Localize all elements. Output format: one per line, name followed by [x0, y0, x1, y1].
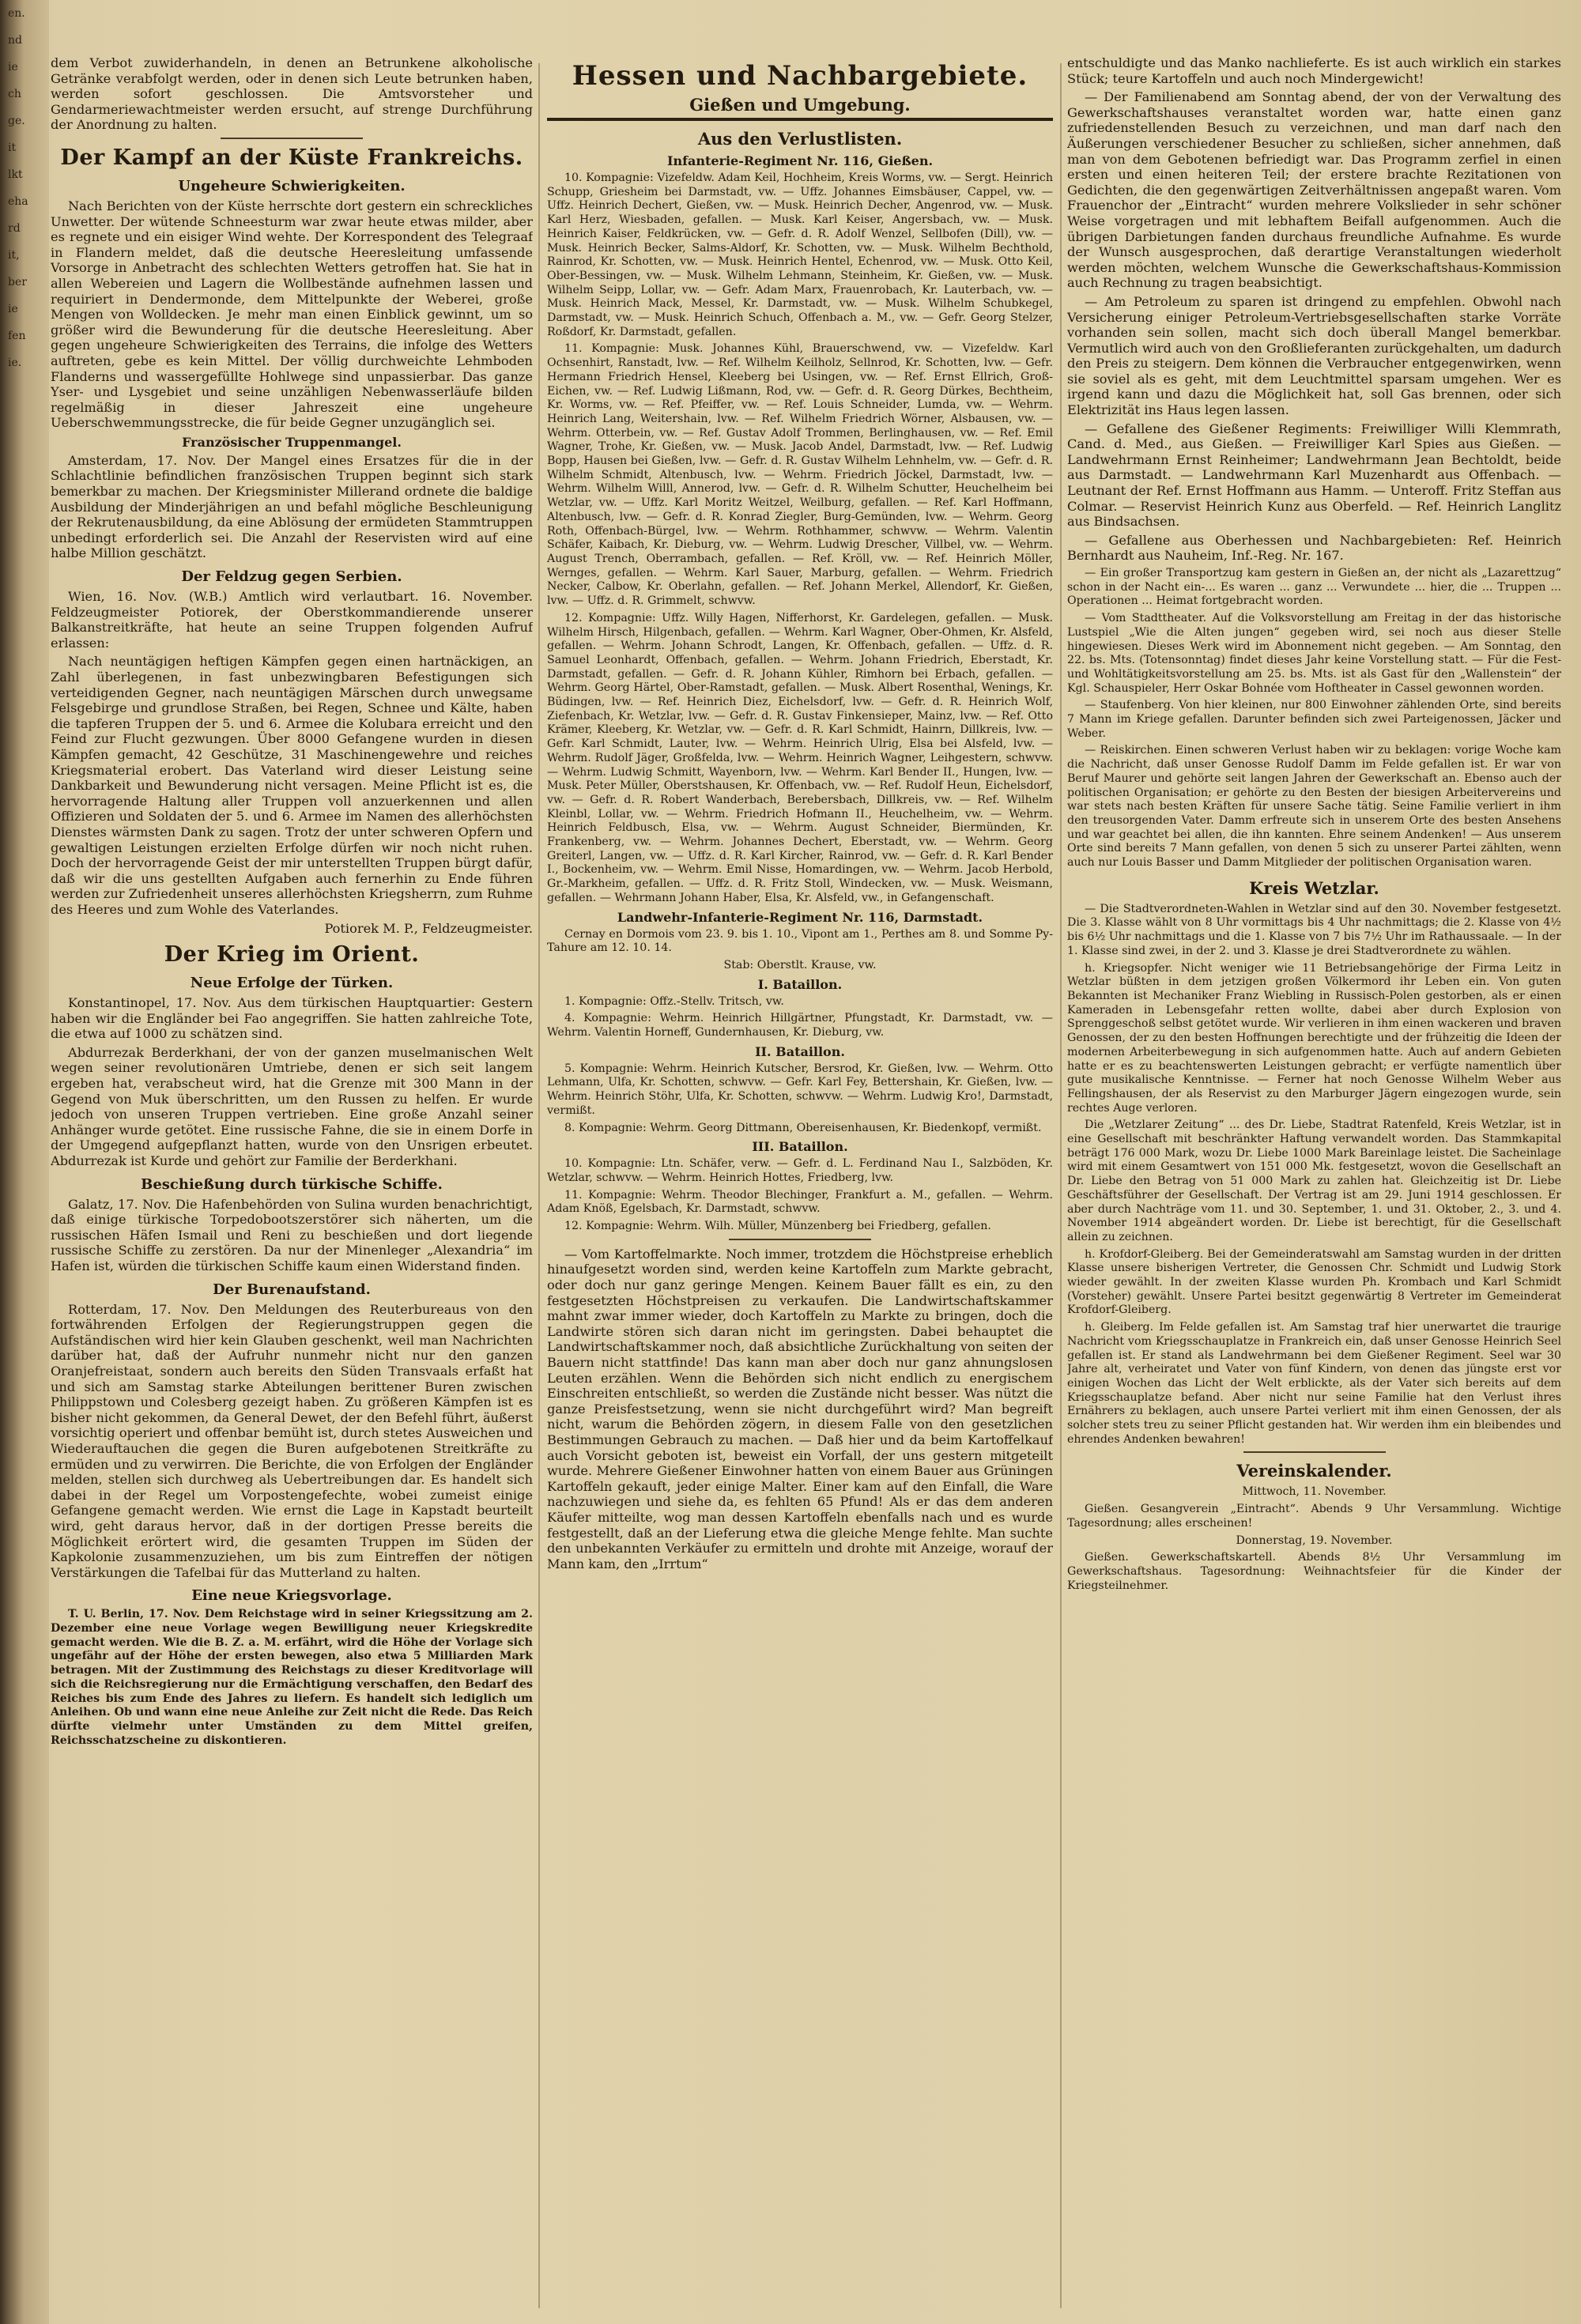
article-paragraph: — Gefallene aus Oberhessen und Nachbargebieten: Ref. Heinrich Bernhardt aus Nauheim, Inf.-Reg. Nr. 167.: [1067, 532, 1561, 564]
calendar-date: Donnerstag, 19. November.: [1236, 1534, 1393, 1547]
gutter-fragment: lkt: [8, 168, 23, 181]
gutter-fragment: rd: [8, 222, 21, 235]
article-paragraph: Galatz, 17. Nov. Die Hafenbehörden von Sulina wurden benachrichtigt, daß einige türkische Torpedobootszerstörer sich näherten, um die russischen Häfen Ismail und Reni zu beschießen und dort liegende russische Schiffe zu zerstören. Da nur der Minenleger „Alexandria“ im Hafen ist, würden die türkischen Schiffe kaum einen Widerstand finden.: [51, 1196, 533, 1273]
headline-vereinskalender: Vereinskalender.: [1236, 1461, 1392, 1481]
article-paragraph: — Gefallene des Gießener Regiments: Freiwilliger Willi Klemmrath, Cand. d. Med., aus Gießen. — Freiwilliger Karl Spies aus Gießen. — Landwehrmann Ernst Reinheimer; Landwehrmann Jean Bechtoldt, beide aus Darmstadt. — Landwehrmann Karl Muzenhardt aus Offenbach. — Leutnant der Ref. Ernst Hoffmann aus Hamm. — Unteroff. Fritz Steffan aus Colmar. — Reservist Heinrich Kunz aus Oberfeld. — Ref. Heinrich Langlitz aus Bindsachsen.: [1067, 421, 1561, 530]
gutter-fragment: en.: [8, 7, 25, 20]
column-3: [1067, 55, 1561, 2316]
gutter-fragment: it,: [8, 249, 20, 262]
column-2: [547, 55, 1053, 2316]
article-paragraph: h. Kriegsopfer. Nicht weniger wie 11 Betriebsangehörige der Firma Leitz in Wetzlar büßten in dem jetzigen großen Völkermord ihr Leben ein. Von guten Bekannten ist Mechaniker Franz Wiebling in Russisch-Polen gestorben, als er einen Kameraden in Lebensgefahr retten wollte, dabei aber durch Explosion von Sprenggeschoß selbst getötet wurde. Wir verlieren in ihm einen wackeren und braven Genossen, der zu den besten Hoffnungen berechtigte und der frühzeitig die Ideen der modernen Arbeiterbewegung in sich aufgenommen hatte. Auch auf andern Gebieten hatte er es zu beachtenswerten Leistungen gebracht; er verfügte namentlich über gute musikalische Kenntnisse. — Ferner hat noch Genosse Wilhelm Weber aus Fellingshausen, der als Reservist zu den Marburger Jägern eingezogen wurde, sein rechtes Auge verloren.: [1067, 961, 1561, 1115]
battalion-heading: III. Bataillon.: [752, 1139, 848, 1155]
headline-kriegsvorlage: Eine neue Kriegsvorlage.: [191, 1587, 392, 1605]
column-1: [51, 55, 533, 2316]
regiment-heading: Infanterie-Regiment Nr. 116, Gießen.: [666, 153, 934, 168]
article-paragraph: — Staufenberg. Von hier kleinen, nur 800 Einwohner zählenden Orte, sind bereits 7 Mann im Kriege gefallen. Darunter befinden sich zwei Parteigenossen, Jäcker und Weber.: [1067, 699, 1561, 740]
article-paragraph: Konstantinopel, 17. Nov. Aus dem türkischen Hauptquartier: Gestern haben wir die Engländer bei Fao angegriffen. Sie hatten zahlreiche Tote, die etwa auf 1000 zu schätzen sind.: [51, 995, 533, 1042]
divider: [729, 1239, 871, 1240]
gutter-fragment: nd: [8, 34, 22, 47]
article-paragraph: — Der Familienabend am Sonntag abend, der von der Verwaltung des Gewerkschaftshauses veranstaltet worden war, hatte einen ganz zufriedenstellenden Besuch zu verzeichnen, und man darf nach den Äußerungen verschiedener Besucher zu schließen, sicher annehmen, daß man von dem Gebotenen befriedigt war. Das Programm zerfiel in einen ersten und einen heiteren Teil; der erstere brachte Rezitationen von Gedichten, die den gegenwärtigen Zeitverhältnissen angepaßt waren. Vom Frauenchor der „Eintracht“ wurden mehrere Volkslieder in sehr schöner Weise vorgetragen und mit lebhaftem Beifall aufgenommen. Auch die übrigen Darbietungen fanden durchaus freundliche Aufnahme. Es wurde der Wunsch ausgesprochen, daß derartige Veranstaltungen wiederholt werden möchten, welchem Wunsche die Gewerkschaftshaus-Kommission auch Rechnung zu tragen beabsichtigt.: [1067, 89, 1561, 291]
article-paragraph: Rotterdam, 17. Nov. Den Meldungen des Reuterbureaus von den fortwährenden Erfolgen der Regierungstruppen gegen die Aufständischen wird hier kein Glauben geschenkt, weil man Nachrichten darüber hat, daß der Aufruhr nunmehr nicht nur den ganzen Oranjefreistaat, sondern auch bereits den Süden Transvaals erfaßt hat und sich am Samstag starke Abteilungen berittener Buren zwischen Philippstown und Colesberg gezeigt haben. Zu größeren Kämpfen ist es bisher nicht gekommen, da General Dewet, der den Befehl führt, äußerst vorsichtig operiert und offenbar bemüht ist, durch stetes Ausweichen und Wiederauftauchen die gegen die Buren aufgebotenen Streitkräfte zu ermüden und zu verwirren. Die Berichte, die von Erfolgen der Engländer melden, stellen sich durchweg als Uebertreibungen dar. Es handelt sich dabei in der Regel um Vorpostengefechte, wobei zumeist einige Gefangene gemacht werden. Wie ernst die Lage in Kapstadt beurteilt wird, geht daraus hervor, daß in der dortigen Presse bereits die Möglichkeit erörtert wird, die gesamten Truppen im Süden der Kapkolonie zusammenzuziehen, um bis zum Eintreffen der nötigen Verstärkungen die Tafelbai für das Mutterland zu halten.: [51, 1301, 533, 1580]
article-paragraph: — Vom Kartoffelmarkte. Noch immer, trotzdem die Höchstpreise erheblich hinaufgesetzt worden sind, werden keine Kartoffeln zum Markte gebracht, oder doch nur ganz geringe Mengen. Keinem Bauer fällt es ein, zu den festgesetzten Höchstpreisen zu verkaufen. Die Landwirtschaftskammer mahnt zwar immer wieder, doch Kartoffeln zu Markte zu bringen, doch die Landwirte stören sich daran nicht im geringsten. Dabei behauptet die Landwirtschaftskammer noch, daß absichtliche Zurückhaltung von seiten der Bauern nicht stattfinde! Das kann man aber doch nur ganz ahnungslosen Leuten erzählen. Wenn die Behörden sich nicht endlich zu energischem Einschreiten entschließt, so werden die Zustände nicht besser. Was nützt die ganze Preisfestsetzung, wenn sie nicht durchgeführt wird? Man begreift nicht, warum die Behörden zögern, in diesem Falle von den gesetzlichen Bestimmungen Gebrauch zu machen. — Daß hier und da beim Kartoffelkauf auch Vorsicht geboten ist, beweist ein Vorfall, der uns gestern mitgeteilt wurde. Mehrere Gießener Einwohner hatten von einem Bauer aus Grüningen Kartoffeln gekauft, jeder einige Malter. Einer kam auf den Einfall, die Ware nachzuwiegen und siehe da, es fehlten 65 Pfund! Als er das dem anderen Käufer mitteilte, wog man dessen Kartoffeln ebenfalls nach und es wurde festgestellt, daß an der Lieferung etwa die gleiche Menge fehlte. Man suchte den unbekannten Verkäufer zu ermitteln und drohte mit Anzeige, worauf der Mann kam, den „Irrtum“: [547, 1246, 1053, 1571]
headline-truppenmangel: Französischer Truppenmangel.: [182, 434, 402, 450]
calendar-entry: Gießen. Gewerkschaftskartell. Abends 8½ Uhr Versammlung im Gewerkschaftshaus. Tagesordnung: Weihnachtsfeier für die Kinder der Kriegsteilnehmer.: [1067, 1551, 1561, 1592]
calendar-date: Mittwoch, 11. November.: [1242, 1485, 1387, 1499]
gutter-fragment: ie: [8, 303, 18, 315]
subheadline-tuerken: Neue Erfolge der Türken.: [190, 975, 394, 992]
section-subtitle: Gießen und Umgebung.: [689, 95, 911, 115]
article-paragraph: h. Krofdorf-Gleiberg. Bei der Gemeinderatswahl am Samstag wurden in der dritten Klasse unsere bisherigen Vertreter, die Genossen Chr. Schmidt und Ludwig Stork wieder gewählt. In der zweiten Klasse wurden Ph. Krombach und Karl Schmidt (Vorsteher) gewählt. Unsere Partei besitzt gegenwärtig 8 Vertreter im Gemeinderat Krofdorf-Gleiberg.: [1067, 1247, 1561, 1317]
article-paragraph: h. Gleiberg. Im Felde gefallen ist. Am Samstag traf hier unerwartet die traurige Nachricht vom Kriegsschauplatze in Frankreich ein, daß unser Genosse Heinrich Seel gefallen ist. Er stand als Landwehrmann bei dem Gießener Regiment. Seel war 30 Jahre alt, verheiratet und Vater von fünf Kindern, von denen das jüngste erst vor einigen Wochen das Licht der Welt erblickte, als der Vater sich bereits auf dem Kriegsschauplatze befand. Aber nicht nur seine Familie hat den Verlust ihres Ernährers zu beklagen, auch unsere Partei verliert mit ihm einen Genossen, der als solcher stets treu zu seiner Pflicht gestanden hat. Wir werden ihm ein bleibendes und ehrendes Andenken bewahren!: [1067, 1321, 1561, 1446]
gutter-fragment: ber: [8, 276, 27, 289]
binding-gutter: [0, 0, 49, 2324]
article-paragraph: — Ein großer Transportzug kam gestern in Gießen an, der nicht als „Lazarettzug“ schon in der Nacht ein-... Es waren ... ganz ... Verwundete ... hier, die ... Truppen ... Operationen ... Heimat fortgebracht worden.: [1067, 567, 1561, 608]
casualty-list: 10. Kompagnie: Ltn. Schäfer, verw. — Gefr. d. L. Ferdinand Nau I., Salzböden, Kr. Wetzlar, schwvw. — Wehrm. Heinrich Hottes, Friedberg, lvw.: [547, 1157, 1053, 1184]
casualty-list: 4. Kompagnie: Wehrm. Heinrich Hillgärtner, Pfungstadt, Kr. Darmstadt, vw. — Wehrm. Valentin Horneff, Gundernhausen, Kr. Dieburg, vw.: [547, 1012, 1053, 1039]
article-paragraph: — Reiskirchen. Einen schweren Verlust haben wir zu beklagen: vorige Woche kam die Nachricht, daß unser Genosse Rudolf Damm im Felde gefallen ist. Er war von Beruf Maurer und gehörte seit langen Jahren der Gewerkschaft an. Ebenso auch der politischen Organisation; er gehörte zu den Besten der biesigen Arbeitervereins und war stets nach besten Kräften für unsere Sache tätig. Seine Familie verliert in ihm den treusorgenden Vater. Damm erfreute sich in unserem Orte des besten Ansehens und war geachtet bei allen, die ihn kannten. Ehre seinem Andenken! — Aus unserem Orte sind bereits 7 Mann gefallen, von denen 5 sich zu unserer Partei zählten, wenn auch nur Louis Basser und Damm Mitglieder der politischen Organisation waren.: [1067, 744, 1561, 870]
article-paragraph: — Die Stadtverordneten-Wahlen in Wetzlar sind auf den 30. November festgesetzt. Die 3. Klasse wählt von 8 Uhr vormittags bis 4 Uhr nachmittags; die 2. Klasse von 4½ bis 6½ Uhr nachmittags und die 1. Klasse von 7 bis 7½ Uhr im Rathaussaale. — In der 1. Klasse sind zwei, in der 2. und 3. Klasse je drei Stadtverordnete zu wählen.: [1067, 902, 1561, 957]
intro-paragraph: dem Verbot zuwiderhandeln, in denen an Betrunkene alkoholische Getränke verabfolgt werden, oder in denen sich Leute betrunken haben, werden sofort geschlossen. Die Amtsvorsteher und Gendarmeriewachtmeister werden ersucht, auf strenge Durchführung der Anordnung zu halten.: [51, 55, 533, 133]
divider: [1243, 1451, 1386, 1453]
signature: Potiorek M. P., Feldzeugmeister.: [324, 920, 533, 936]
casualty-list: 5. Kompagnie: Wehrm. Heinrich Kutscher, Bersrod, Kr. Gießen, lvw. — Wehrm. Otto Lehmann, Ulfa, Kr. Schotten, schwvw. — Gefr. Karl Fey, Bettershain, Kr. Gießen, lvw. — Wehrm. Heinrich Stöhr, Ulfa, Kr. Schotten, schwvw. — Wehrm. Ludwig Kro!, Darmstadt, vermißt.: [547, 1062, 1053, 1117]
article-paragraph: Nach Berichten von der Küste herrschte dort gestern ein schreckliches Unwetter. Der wütende Schneesturm war zwar heute etwas milder, aber es regnete und ein eisiger Wind wehte. Der Korrespondent des Telegraaf in Flandern meldet, daß die deutsche Heeresleitung umfassende Vorsorge in Anbetracht des schlechten Wetters getroffen hat. Sie hat in allen Webereien und Lagern die Wollbestände aufnehmen lassen und requiriert in Dendermonde, dem Mittelpunkte der Weberei, große Mengen von Wolldecken. Je mehr man einen Einblick gewinnt, um so größer wird die Bewunderung für die deutsche Heeresleitung. Aber gegen ungeheure Schwierigkeiten des Terrains, die infolge des Wetters auftreten, gebe es kein Mittel. Der völlig durchweichte Lehmboden Flanderns und wassergefüllte Hohlwege sind unpassierbar. Das ganze Yser- und Lysgebiet und seine unzähligen Nebenwasserläufe bilden regelmäßig in dieser Jahreszeit eine ungeheure Ueberschwemmungsstrecke, die für beide Gegner unzugänglich sei.: [51, 198, 533, 431]
gutter-fragment: it: [8, 141, 17, 154]
column-rule: [538, 63, 540, 2308]
casualty-list: Stab: Oberstlt. Krause, vw.: [723, 958, 877, 971]
regiment-heading: Landwehr-Infanterie-Regiment Nr. 116, Darmstadt.: [617, 909, 983, 925]
article-paragraph: T. U. Berlin, 17. Nov. Dem Reichstage wird in seiner Kriegssitzung am 2. Dezember eine neue Vorlage wegen Bewilligung neuer Kriegskredite gemacht werden. Wie die B. Z. a. M. erfährt, wird die Höhe der Vorlage sich ungefähr auf der Höhe der ersten bewegen, also etwa 5 Milliarden Mark betragen. Mit der Zustimmung des Reichstags zu dieser Kreditvorlage will sich die Reichsregierung nur die Ermächtigung verschaffen, den Bedarf des Reiches bis zum Ende des Jahres zu liefern. Es handelt sich lediglich um Anleihen. Ob und wann eine neue Anleihe zur Zeit nicht die Rede. Das Reich dürfte vielmehr unter Umständen zu dem Mittel greifen, Reichsschatzscheine zu diskontieren.: [51, 1608, 533, 1747]
gutter-fragment: eha: [8, 195, 28, 208]
article-paragraph: Wien, 16. Nov. (W.B.) Amtlich wird verlautbart. 16. November. Feldzeugmeister Potiorek, der Oberstkommandierende unserer Balkanstreitkräfte, hat heute an seine Truppen folgenden Aufruf erlassen:: [51, 589, 533, 651]
gutter-fragment: ch: [8, 88, 21, 100]
gutter-fragment: ge.: [8, 115, 25, 127]
casualty-list: 12. Kompagnie: Uffz. Willy Hagen, Nifferhorst, Kr. Gardelegen, gefallen. — Musk. Wilhelm Hirsch, Hilgenbach, gefallen. — Wehrm. Karl Wagner, Ober-Ohmen, Kr. Alsfeld, gefallen. — Wehrm. Johann Schrodt, Langen, Kr. Offenbach, gefallen. — Uffz. d. R. Samuel Leonhardt, Offenbach, gefallen. — Wehrm. Johann Friedrich, Eberstadt, Kr. Darmstadt, gefallen. — Gefr. d. R. Johann Kühler, Rimhorn bei Erbach, gefallen. — Wehrm. Georg Härtel, Ober-Ramstadt, gefallen. — Musk. Albert Rosenthal, Wenings, Kr. Büdingen, lvw. — Ref. Heinrich Diez, Eichelsdorf, lvw. — Gefr. d. R. Heinrich Wolf, Ziefenbach, Kr. Wetzlar, lvw. — Gefr. d. R. Gustav Finkensieper, Mainz, lvw. — Ref. Otto Krämer, Kleeberg, Kr. Wetzlar, vw. — Gefr. d. R. Karl Schmidt, Hainrn, Dillkreis, lvw. — Gefr. Karl Schmidt, Lauter, lvw. — Wehrm. Heinrich Ulrig, Elsa bei Alsfeld, lvw. — Wehrm. Rudolf Jäger, Großfelda, lvw. — Wehrm. Heinrich Wagner, Leihgestern, schwvw. — Wehrm. Ludwig Schmitt, Wayenborn, lvw. — Wehrm. Karl Bender II., Hungen, lvw. — Musk. Peter Müller, Oberstshausen, Kr. Offenbach, vw. — Ref. Rudolf Heun, Eichelsdorf, vw. — Gefr. d. R. Robert Wanderbach, Berebersbach, Dillkreis, vw. — Ref. Wilhelm Kleinbl, Lollar, vw. — Wehrm. Friedrich Hofmann II., Heuchelheim, vw. — Wehrm. Heinrich Feldbusch, Elsa, vw. — Wehrm. August Schneider, Biermünden, Kr. Frankenberg, vw. — Wehrm. Johannes Dechert, Eberstadt, vw. — Wehrm. Georg Greiterl, Langen, vw. — Uffz. d. R. Karl Kircher, Rainrod, vw. — Gefr. d. R. Karl Bender I., Bockenheim, vw. — Wehrm. Emil Nisse, Homardingen, vw. — Wehrm. Jacob Herbold, Gr.-Markheim, gefallen. — Uffz. d. R. Fritz Stoll, Windecken, vw. — Musk. Weismann, gefallen. — Wehrmann Johann Haber, Elsa, Kr. Alsfeld, vw., in Gefangenschaft.: [547, 611, 1053, 904]
headline-kampf: Der Kampf an der Küste Frankreichs.: [60, 145, 523, 170]
gutter-fragment: ie: [8, 61, 18, 74]
headline-kreis-wetzlar: Kreis Wetzlar.: [1249, 877, 1379, 898]
casualty-list: 11. Kompagnie: Wehrm. Theodor Blechinger, Frankfurt a. M., gefallen. — Wehrm. Adam Knöß, Egelsbach, Kr. Darmstadt, schwvw.: [547, 1188, 1053, 1216]
casualty-list: Cernay en Dormois vom 23. 9. bis 1. 10., Vipont am 1., Perthes am 8. und Somme Py-Tahure am 12. 10. 14.: [547, 927, 1053, 955]
gutter-fragment: ie.: [8, 357, 22, 369]
gutter-fragment: fen: [8, 330, 26, 342]
casualty-list: 8. Kompagnie: Wehrm. Georg Dittmann, Obereisenhausen, Kr. Biedenkopf, vermißt.: [564, 1121, 1042, 1134]
headline-orient: Der Krieg im Orient.: [164, 942, 420, 968]
battalion-heading: II. Bataillon.: [755, 1043, 845, 1059]
section-masthead: Hessen und Nachbargebiete.: [572, 60, 1028, 92]
article-paragraph: Die „Wetzlarer Zeitung“ ... des Dr. Liebe, Stadtrat Ratenfeld, Kreis Wetzlar, ist in eine Gesellschaft mit beschränkter Haftung verwandelt worden. Das Stammkapital beträgt 176 000 Mark, wozu Dr. Liebe 1000 Mark Bareinlage leistet. Die Sacheinlage wird mit einem Gesamtwert von 151 000 Mk. festgesetzt, wovon die Gesellschaft an Dr. Liebe den Betrag von 51 000 Mark zu zahlen hat. Gleichzeitig ist Dr. Liebe Geschäftsführer der Gesellschaft. Der Vertrag ist am 29. Juni 1914 geschlossen. Er aber durch Nachträge vom 11. und 30. September, 1. und 31. Oktober, 2., 3. und 4. November 1914 abgeändert worden. Dr. Liebe ist berechtigt, für die Gesellschaft allein zu zeichnen.: [1067, 1119, 1561, 1243]
article-paragraph: — Am Petroleum zu sparen ist dringend zu empfehlen. Obwohl nach Versicherung einiger Petroleum-Vertriebsgesellschaften starke Vorräte vorhanden sein sollen, macht sich doch überall Mangel bemerkbar. Vermutlich wird auch von den Großlieferanten zurückgehalten, um dadurch den Preis zu steigern. Dem können die Verbraucher entgegenwirken, wenn sie soviel als es geht, mit dem Leuchtmittel sparsam umgehen. Wer es irgend kann und dazu die Möglichkeit hat, soll Gas brennen, oder sich Elektrizität ins Haus legen lassen.: [1067, 293, 1561, 418]
article-paragraph: — Vom Stadttheater. Auf die Volksvorstellung am Freitag in der das historische Lustspiel „Wie die Alten jungen“ gegeben wird, sei noch aus dieser Stelle hingewiesen. Dieses Werk wird im Abonnement nicht gegeben. — Am Sonntag, den 22. bs. Mts. (Totensonntag) findet dieses Jahr keine Vorstellung statt. — Für die Fest- und Wohltätigkeitsvorstellung am 25. bs. Mts. ist als Gast für den „Wallenstein“ der Kgl. Schauspieler, Herr Oskar Bohnée vom Hoftheater in Cassel gewonnen worden.: [1067, 612, 1561, 695]
casualty-list: 1. Kompagnie: Offz.-Stellv. Tritsch, vw.: [564, 994, 784, 1008]
subheadline-schwierigkeiten: Ungeheure Schwierigkeiten.: [178, 177, 406, 194]
column-rule: [1060, 63, 1062, 2308]
article-paragraph: Nach neuntägigen heftigen Kämpfen gegen einen hartnäckigen, an Zahl überlegenen, in fast unbezwingbaren Befestigungen sich verteidigenden Gegner, nach neuntägigen Märschen durch unwegsame Felsgebirge und grundlose Straßen, bei Regen, Schnee und Kälte, haben die tapferen Truppen der 5. und 6. Armee die Kolubara erreicht und den Feind zur Flucht gezwungen. Über 8000 Gefangene wurden in diesen Kämpfen gemacht, 42 Geschütze, 31 Maschinengewehre und reiches Kriegsmaterial erobert. Das Vaterland wird dieser Leistung seine Dankbarkeit und Bewunderung nicht versagen. Meine Pflicht ist es, die hervorragende Haltung aller Truppen voll anzuerkennen und allen Offizieren und Soldaten der 5. und 6. Armee im Namen des allerhöchsten Dienstes wärmsten Dank zu sagen. Trotz der unter schweren Opfern und gewaltigen Leistungen erzielten Erfolge dürfen wir noch nicht ruhen. Doch der hervorragende Geist der mir unterstellten Truppen bürgt dafür, daß wir die uns gestellten Aufgaben auch fernerhin zu Ende führen werden zur Zufriedenheit unseres allerhöchsten Kriegsherrn, zum Ruhme des Heeres und zum Wohle des Vaterlandes.: [51, 654, 533, 917]
battalion-heading: I. Bataillon.: [757, 976, 843, 992]
casualty-list: 11. Kompagnie: Musk. Johannes Kühl, Brauerschwend, vw. — Vizefeldw. Karl Ochsenhirt, Ranstadt, lvw. — Ref. Wilhelm Keilholz, Sellnrod, Kr. Schotten, lvw. — Gefr. Hermann Friedrich Hensel, Kleeberg bei Usingen, vw. — Ref. Ernst Ellrich, Groß-Eichen, vw. — Ref. Ludwig Lißmann, Rod, vw. — Gefr. d. R. Georg Dürkes, Bechtheim, Kr. Worms, vw. — Ref. Pfeiffer, vw. — Ref. Louis Schneider, Lumda, vw. — Wehrm. Heinrich Lang, Weitershain, lvw. — Ref. Wilhelm Friedrich Wörner, Alsbausen, vw. — Wehrm. Otterbein, vw. — Ref. Gustav Adolf Trommen, Berlinghausen, vw. — Ref. Emil Wagner, Trohe, Kr. Gießen, vw. — Musk. Jacob Andel, Darmstadt, lvw. — Ref. Ludwig Bopp, Hausen bei Gießen, lvw. — Gefr. d. R. Gustav Wilhelm Lehnhelm, vw. — Gefr. d. R. Wilhelm Schmidt, Altenbusch, lvw. — Wehrm. Friedrich Jöckel, Darmstadt, lvw. — Wehrm. Wilhelm Willl, Annerod, lvw. — Gefr. d. R. Wilhelm Schutter, Heuchelheim bei Wetzlar, vw. — Uffz. Karl Moritz Weitzel, Weilburg, gefallen. — Ref. Karl Hoffmann, Altenbusch, lvw. — Gefr. d. R. Konrad Ziegler, Burg-Gemünden, lvw. — Wehrm. Georg Roth, Offenbach-Bürgel, lvw. — Wehrm. Rothhammer, schwvw. — Wehrm. Valentin Schäfer, Kaibach, Kr. Dieburg, vw. — Wehrm. Ludwig Drescher, Villbel, vw. — Wehrm. August Trench, Oberrambach, gefallen. — Ref. Kröll, vw. — Ref. Heinrich Möller, Wernges, gefallen. — Wehrm. Karl Sauer, Marburg, gefallen. — Wehrm. Friedrich Necker, Calbow, Kr. Oberlahn, gefallen. — Ref. Johann Merkel, Allendorf, Kr. Gießen, lvw. — Uffz. d. R. Grimmelt, schwvw.: [547, 342, 1053, 608]
divider: [221, 138, 363, 139]
divider: [547, 118, 1053, 121]
article-paragraph: entschuldigte und das Manko nachlieferte. Es ist auch wirklich ein starkes Stück; teure Kartoffeln und auch noch Mindergewicht!: [1067, 55, 1561, 86]
headline-burenaufstand: Der Burenaufstand.: [213, 1281, 371, 1298]
headline-feldzug: Der Feldzug gegen Serbien.: [181, 568, 402, 586]
headline-verlustlisten: Aus den Verlustlisten.: [697, 129, 903, 149]
calendar-entry: Gießen. Gesangverein „Eintracht“. Abends 9 Uhr Versammlung. Wichtige Tagesordnung; alles erscheinen!: [1067, 1503, 1561, 1530]
article-paragraph: Amsterdam, 17. Nov. Der Mangel eines Ersatzes für die in der Schlachtlinie befindlichen französischen Truppen beginnt sich stark bemerkbar zu machen. Der Kriegsminister Millerand ordnete die baldige Ausbildung der Minderjährigen an und befahl mögliche Beschleunigung der Rekrutenausbildung, da eine Ablösung der ermüdeten Stammtruppen unbedingt erforderlich sei. Die Anzahl der Reservisten wird auf eine halbe Million geschätzt.: [51, 452, 533, 561]
article-paragraph: Abdurrezak Berderkhani, der von der ganzen muselmanischen Welt wegen seiner revolutionären Umtriebe, denen er sich seit langem ergeben hat, verabscheut wird, hat die Grenze mit 300 Mann in der Gegend von Muk überschritten, um den Russen zu helfen. Er wurde jedoch von unseren Truppen vertrieben. Eine große Anzahl seiner Anhänger wurde getötet. Eine russische Fahne, die sie in einem Dorfe in der Umgegend aufgepflanzt hatten, wurde von den Unsrigen erbeutet. Abdurrezak ist Kurde und gehört zur Familie der Berderkhani.: [51, 1044, 533, 1169]
headline-beschiessung: Beschießung durch türkische Schiffe.: [141, 1175, 443, 1193]
casualty-list: 12. Kompagnie: Wehrm. Wilh. Müller, Münzenberg bei Friedberg, gefallen.: [564, 1220, 991, 1233]
casualty-list: 10. Kompagnie: Vizefeldw. Adam Keil, Hochheim, Kreis Worms, vw. — Sergt. Heinrich Schupp, Griesheim bei Darmstadt, vw. — Uffz. Johannes Eimsbäuser, Cappel, vw. — Uffz. Heinrich Dechert, Gießen, vw. — Musk. Heinrich Decher, Angenrod, vw. — Musk. Karl Herz, Wiesbaden, gefallen. — Musk. Karl Keiser, Angersbach, vw. — Musk. Heinrich Kaiser, Feldkrücken, vw. — Gefr. d. R. Adolf Wenzel, Sellbofen (Dill), vw. — Musk. Heinrich Becker, Salms-Aldorf, Kr. Schotten, vw. — Musk. Wilhelm Bechthold, Rainrod, Kr. Schotten, vw. — Musk. Heinrich Hentel, Echenrod, vw. — Musk. Otto Keil, Ober-Bessingen, vw. — Musk. Wilhelm Lehmann, Steinheim, Kr. Gießen, vw. — Musk. Wilhelm Seipp, Lollar, vw. — Gefr. Adam Marx, Frauenrobach, Kr. Lauterbach, vw. — Musk. Heinrich Mack, Messel, Kr. Darmstadt, vw. — Musk. Wilhelm Schubkegel, Darmstadt, vw. — Musk. Heinrich Schuch, Offenbach a. M., vw. — Gefr. Georg Stelzer, Roßdorf, Kr. Darmstadt, gefallen.: [547, 172, 1053, 338]
